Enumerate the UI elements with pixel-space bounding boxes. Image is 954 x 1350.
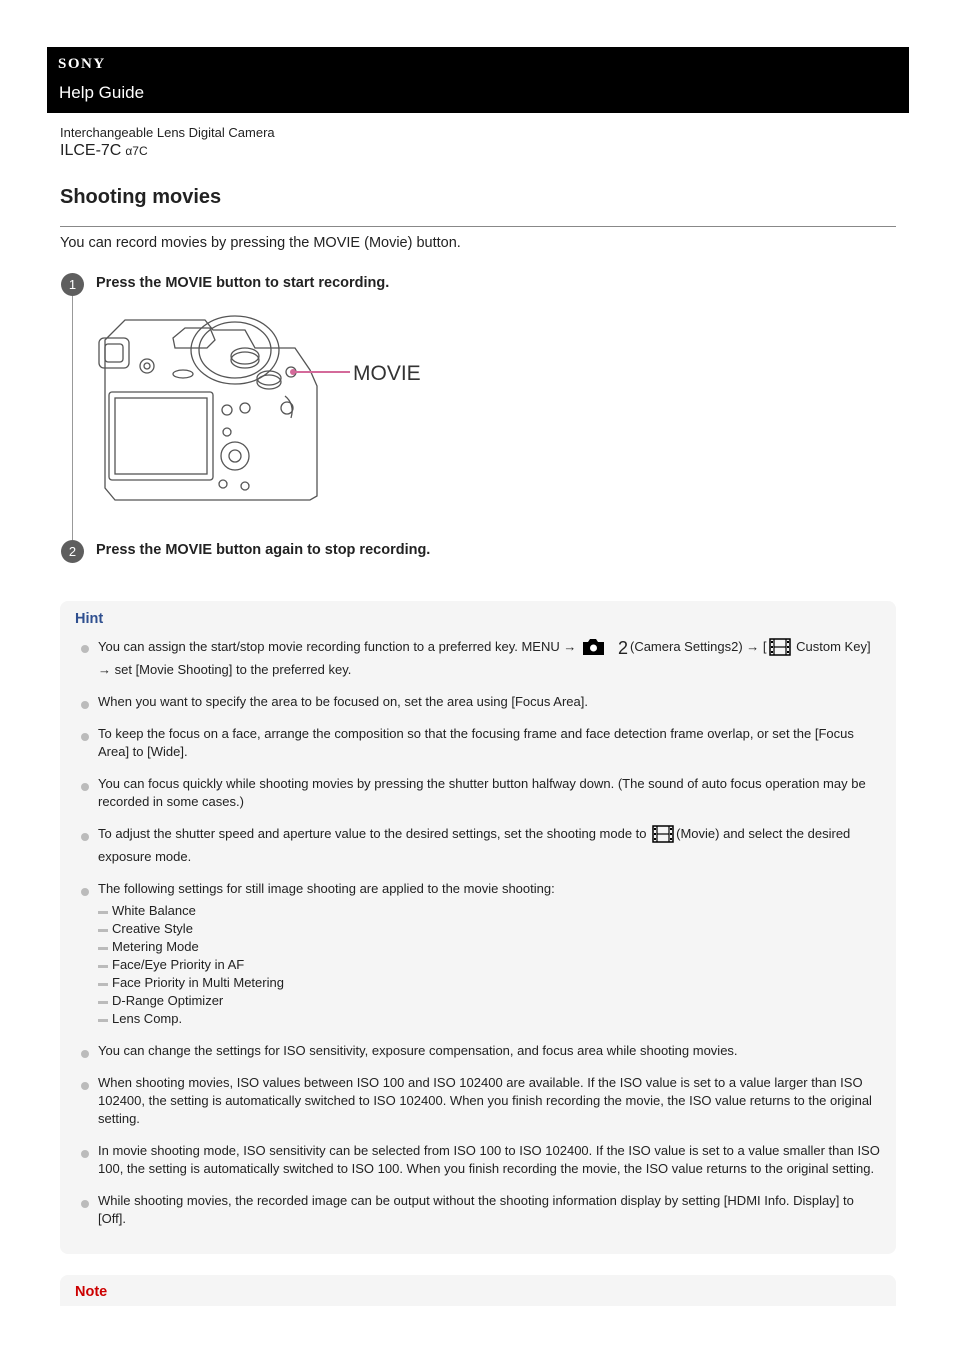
list-item: To keep the focus on a face, arrange the composition so that the focusing frame and face detection frame overlap, or set the [Focus Area] to [Wide]. bbox=[60, 725, 896, 761]
sub-list-item: Face/Eye Priority in AF bbox=[98, 956, 880, 974]
sony-logo: SONY bbox=[58, 56, 106, 72]
model-number: ILCE-7C bbox=[60, 142, 122, 159]
list-item: When shooting movies, ISO values between ISO 100 and ISO 102400 are available. If the ISO value is set to a value larger than ISO 102400, the setting is automatically switched to ISO 102400. When you finish recording the movie, the ISO value returns to the original setting. bbox=[60, 1074, 896, 1128]
step-number-2: 2 bbox=[61, 540, 84, 563]
bullet-icon bbox=[81, 833, 89, 841]
list-item: You can focus quickly while shooting movies by pressing the shutter button halfway down. (The sound of auto focus operation may be recorded in some cases.) bbox=[60, 775, 896, 811]
page-title: Shooting movies bbox=[60, 186, 222, 208]
bullet-icon bbox=[81, 701, 89, 709]
product-model bbox=[60, 142, 148, 160]
intro-text: You can record movies by pressing the MOVIE (Movie) button. bbox=[60, 235, 461, 251]
sub-list-item: Metering Mode bbox=[98, 938, 880, 956]
hint-list bbox=[60, 637, 896, 1242]
note-title: Note bbox=[75, 1284, 108, 1300]
list-item: When you want to specify the area to be focused on, set the area using [Focus Area]. bbox=[60, 693, 896, 711]
step-connector bbox=[72, 295, 73, 540]
step-text-1: Press the MOVIE button to start recording. bbox=[96, 275, 390, 291]
list-item: The following settings for still image shooting are applied to the movie shooting: White Balance Creative Style Metering Mode Face/Eye Priority in AF Face Priority in Multi Metering D-Range Optimizer Lens Comp. bbox=[60, 880, 896, 1028]
sub-list-item: Lens Comp. bbox=[98, 1010, 880, 1028]
camera-settings-number: 2 bbox=[617, 638, 628, 658]
list-item: You can change the settings for ISO sensitivity, exposure compensation, and focus area while shooting movies. bbox=[60, 1042, 896, 1060]
bullet-icon bbox=[81, 783, 89, 791]
step-number-1: 1 bbox=[61, 273, 84, 296]
bullet-icon bbox=[81, 1082, 89, 1090]
sub-list-item: White Balance bbox=[98, 902, 880, 920]
hint-title: Hint bbox=[75, 611, 104, 627]
product-type: Interchangeable Lens Digital Camera bbox=[60, 125, 275, 140]
step-text-2: Press the MOVIE button again to stop recording. bbox=[96, 542, 431, 558]
movie-label: MOVIE bbox=[353, 362, 421, 385]
movie-film-icon bbox=[769, 638, 791, 661]
page-header bbox=[47, 47, 909, 113]
list-item: While shooting movies, the recorded image can be output without the shooting information display by setting [HDMI Info. Display] to [Off]. bbox=[60, 1192, 896, 1228]
bullet-icon bbox=[81, 645, 89, 653]
list-item: To adjust the shutter speed and aperture value to the desired settings, set the shooting mode to (Movie) and select the desired exposure mode. bbox=[60, 825, 896, 866]
settings-sublist bbox=[98, 902, 880, 1028]
camera-settings-icon bbox=[582, 637, 616, 661]
bullet-icon bbox=[81, 1200, 89, 1208]
sub-list-item: Creative Style bbox=[98, 920, 880, 938]
help-guide-title: Help Guide bbox=[59, 83, 145, 102]
camera-illustration bbox=[95, 308, 425, 508]
sub-list-item: Face Priority in Multi Metering bbox=[98, 974, 880, 992]
note-box bbox=[60, 1275, 896, 1306]
bullet-icon bbox=[81, 733, 89, 741]
list-item: In movie shooting mode, ISO sensitivity can be selected from ISO 100 to ISO 102400. If the ISO value is set to a value smaller than ISO 100, the setting is automatically switched to ISO 100. When you finish recording the movie, the ISO value returns to the original setting. bbox=[60, 1142, 896, 1178]
movie-mode-icon bbox=[652, 825, 674, 848]
model-alpha: α7C bbox=[125, 144, 148, 158]
hint-box bbox=[60, 601, 896, 1254]
title-divider bbox=[60, 226, 896, 227]
bullet-icon bbox=[81, 1050, 89, 1058]
bullet-icon bbox=[81, 1150, 89, 1158]
sub-list-item: D-Range Optimizer bbox=[98, 992, 880, 1010]
bullet-icon bbox=[81, 888, 89, 896]
list-item: You can assign the start/stop movie recording function to a preferred key. MENU → 2 (Camera Settings2) → [ Custom Key] → set [Movie Shooting] to the preferred key. bbox=[60, 637, 896, 679]
